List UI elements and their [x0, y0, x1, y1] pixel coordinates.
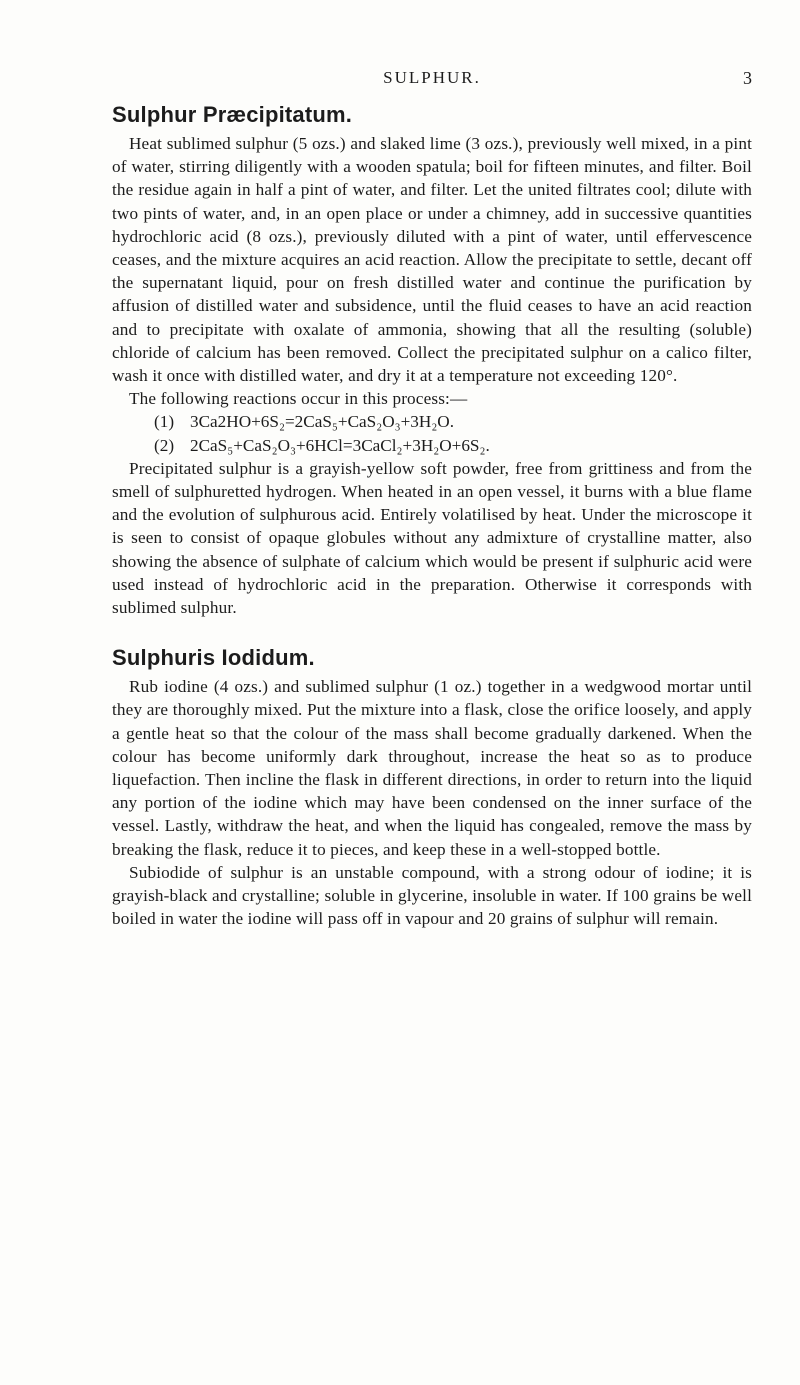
equation-number: (2) [154, 435, 175, 455]
running-title: SULPHUR. [383, 68, 481, 87]
paragraph: Subiodide of sulphur is an unstable compound, with a strong odour of iodine; it is grayish-black and crystalline; soluble in glycerine, insoluble in water. If 100 grains be well boiled in water the iodine will pass off in vapour and 20 grains of sulphur will remain. [112, 862, 752, 929]
page [112, 68, 752, 931]
page-number: 3 [743, 68, 752, 88]
equation [112, 434, 752, 457]
running-head [112, 68, 752, 96]
section-sulphur-praecipitatum [112, 102, 752, 619]
section-heading: Sulphuris Iodidum. [112, 645, 315, 671]
paragraph: Heat sublimed sulphur (5 ozs.) and slaked lime (3 ozs.), previously well mixed, in a pint of water, stirring diligently with a wooden spatula; boil for fifteen minutes, and filter. Boil the residue again in half a pint of water, and filter. Let the united filtrates cool; dilute with two pints of water, and, in an open place or under a chimney, add in successive quantities hydrochloric acid (8 ozs.), previously diluted with a pint of water, until effervescence ceases, and the mixture acquires an acid reaction. Allow the precipitate to settle, decant off the supernatant liquid, pour on fresh distilled water and continue the purification by affusion of distilled water and subsidence, until the fluid ceases to have an acid reaction and to precipitate with oxalate of ammonia, showing that all the resulting (soluble) chloride of calcium has been removed. Collect the precipitated sulphur on a calico filter, wash it once with distilled water, and dry it at a temperature not exceeding 120°. [112, 134, 752, 386]
paragraph: Precipitated sulphur is a grayish-yellow soft powder, free from grittiness and from the smell of sulphuretted hydrogen. When heated in an open vessel, it burns with a blue flame and the evolution of sulphurous acid. Entirely volatilised by heat. Under the microscope it is seen to consist of opaque globules without any admixture of crystalline matter, also showing the absence of sulphate of calcium which would be present if sulphuric acid were used instead of hydrochloric acid in the preparation. Otherwise it corresponds with sublimed sulphur. [112, 458, 752, 618]
equation-number: (1) [154, 412, 175, 432]
equation [112, 410, 752, 433]
section-heading: Sulphur Præcipitatum. [112, 102, 353, 127]
section-sulphuris-iodidum [112, 645, 752, 930]
paragraph: Rub iodine (4 ozs.) and sublimed sulphur (1 oz.) together in a wedgwood mortar until they are thoroughly mixed. Put the mixture into a flask, close the orifice loosely, and apply a gentle heat so that the colour of the mass shall become gradually darkened. When the colour has become uniformly dark throughout, increase the heat so as to produce liquefaction. Then incline the flask in different directions, in order to return into the liquid any portion of the iodine which may have been condensed on the inner surface of the vessel. Lastly, withdraw the heat, and when the liquid has congealed, remove the mass by breaking the flask, reduce it to pieces, and keep these in a well-stopped bottle. [112, 677, 752, 859]
equation-text: 2CaS₅+CaS₂O₃+6HCl=3CaCl₂+3H₂O+6S₂. [190, 435, 490, 455]
paragraph: The following reactions occur in this process:— [129, 389, 468, 409]
equation-text: 3Ca2HO+6S₂=2CaS₅+CaS₂O₃+3H₂O. [190, 412, 455, 432]
